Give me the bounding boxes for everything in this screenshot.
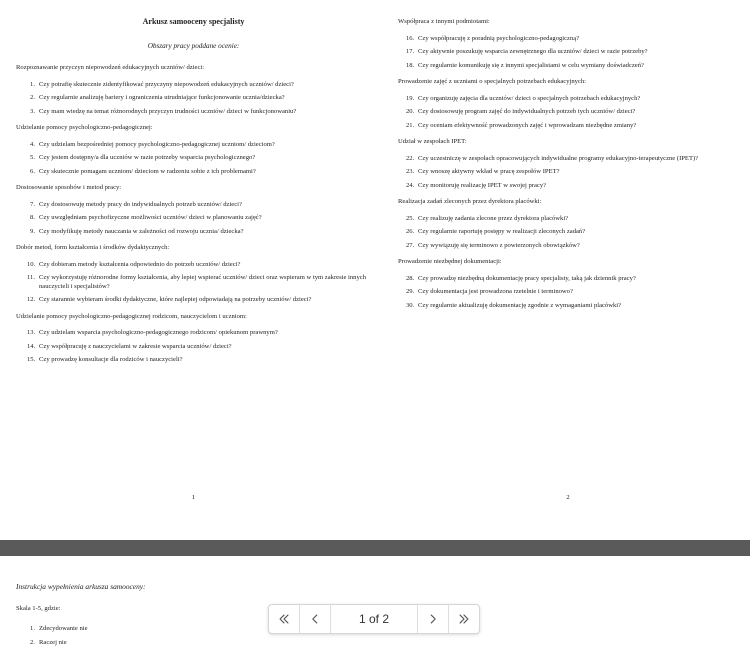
question-item xyxy=(406,228,738,237)
question-section xyxy=(398,78,738,130)
question-number: 13. xyxy=(27,329,36,336)
question-list xyxy=(398,155,738,191)
question-item xyxy=(406,182,738,191)
question-text: Czy udzielam wsparcia psychologiczno-pedagogicznego rodzicom/ opiekunom prawnym? xyxy=(39,329,278,336)
chevron-right-icon xyxy=(426,612,440,626)
right-sections xyxy=(398,18,738,310)
document-title: Arkusz samooceny specjalisty xyxy=(142,17,245,26)
question-list xyxy=(16,261,371,305)
question-number: 27. xyxy=(406,241,415,249)
question-item xyxy=(406,215,738,224)
question-number: 1. xyxy=(30,80,35,88)
question-text: Czy oceniam efektywność prowadzonych zajęć i wprowadzam niezbędne zmiany? xyxy=(418,121,637,129)
scale-item xyxy=(27,639,416,648)
scale-item-number: 2. xyxy=(30,638,35,646)
question-item xyxy=(27,356,371,365)
question-text: Czy mam wiedzę na temat różnorodnych przyczyn trudności uczniów/ dzieci w funkcjonowaniu? xyxy=(39,107,297,115)
question-text: Czy dokumentacja jest prowadzona rzetelnie i terminowo? xyxy=(418,288,573,295)
question-section xyxy=(16,313,371,365)
instructions-title: Instrukcja wypełnienia arkusza samooceny: xyxy=(16,582,146,591)
question-number: 10. xyxy=(27,260,36,268)
question-number: 23. xyxy=(406,168,415,175)
question-text: Czy starannie wybieram środki dydaktyczne, które najlepiej odpowiadają na potrzeby uczniów/ dzieci? xyxy=(39,296,312,303)
question-item xyxy=(406,242,738,251)
chevron-left-icon xyxy=(308,612,322,626)
question-number: 3. xyxy=(30,107,35,115)
question-list xyxy=(16,329,371,365)
scale-item-number: 1. xyxy=(30,625,35,632)
question-text: Czy modyfikuję metody nauczania w zależności od rozwoju ucznia/ dziecka? xyxy=(39,227,244,235)
question-list xyxy=(16,201,371,237)
question-section xyxy=(16,184,371,236)
question-text: Czy realizuję zadania zlecone przez dyrektora placówki? xyxy=(418,214,569,222)
question-number: 26. xyxy=(406,228,415,235)
question-text: Czy wykorzystuję różnorodne formy kształcenia, aby lepiej wspierać uczniów/ dzieci oraz wspieram w tym zakresie innych nauczycieli i specjalistów? xyxy=(39,274,367,290)
question-section xyxy=(398,18,738,70)
question-item xyxy=(27,168,371,177)
question-text: Czy wywiązuję się terminowo z powierzonych obowiązków? xyxy=(418,241,580,249)
question-text: Czy dostosowuję program zajęć do indywidualnych potrzeb tych uczniów/ dzieci? xyxy=(418,108,636,115)
question-number: 18. xyxy=(406,61,415,69)
question-text: Czy regularnie aktualizuję dokumentację zgodnie z wymaganiami placówki? xyxy=(418,301,622,309)
page-divider xyxy=(0,540,750,556)
question-text: Czy prowadzę niezbędną dokumentację pracy specjalisty, taką jak dziennik pracy? xyxy=(418,274,636,282)
question-number: 11. xyxy=(27,274,35,281)
question-list xyxy=(16,81,371,117)
question-text: Czy regularnie analizuję bariery i ograniczenia utrudniające funkcjonowanie ucznia/dziecka? xyxy=(39,94,285,101)
document-page-2 xyxy=(398,0,738,540)
scale-item-text: Raczej nie xyxy=(39,638,67,646)
question-text: Czy udzielam bezpośredniej pomocy psychologiczno-pedagogicznej uczniom/ dzieciom? xyxy=(39,140,275,148)
page-navigation xyxy=(268,604,480,634)
question-section xyxy=(398,258,738,310)
question-section xyxy=(16,124,371,176)
double-chevron-right-icon xyxy=(457,612,471,626)
question-text: Czy dobieram metody kształcenia odpowiednio do potrzeb uczniów/ dzieci? xyxy=(39,260,241,268)
question-item xyxy=(27,94,371,103)
question-text: Czy dostosowuję metody pracy do indywidualnych potrzeb uczniów/ dzieci? xyxy=(39,200,242,208)
page-number-1: 1 xyxy=(191,494,196,501)
section-heading: Udział w zespołach IPET: xyxy=(398,138,467,145)
section-heading: Udzielanie pomocy psychologiczno-pedagogicznej rodzicom, nauczycielom i uczniom: xyxy=(16,312,247,320)
section-heading: Udzielanie pomocy psychologiczno-pedagogicznej: xyxy=(16,124,153,131)
question-item xyxy=(406,35,738,44)
question-item xyxy=(27,154,371,163)
question-item xyxy=(27,228,371,237)
question-text: Czy współpracuję z nauczycielami w zakresie wsparcia uczniów/ dzieci? xyxy=(39,342,232,350)
document-page-1 xyxy=(16,0,371,540)
question-text: Czy organizuję zajęcia dla uczniów/ dzieci o specjalnych potrzebach edukacyjnych? xyxy=(418,94,641,102)
question-item xyxy=(27,81,371,90)
question-text: Czy regularnie raportuję postępy w realizacji zleconych zadań? xyxy=(418,228,586,235)
question-number: 14. xyxy=(27,342,36,350)
question-number: 7. xyxy=(30,200,35,208)
last-page-button[interactable] xyxy=(448,605,479,633)
question-item xyxy=(27,274,371,291)
question-number: 5. xyxy=(30,154,35,161)
question-number: 15. xyxy=(27,356,36,363)
next-page-button[interactable] xyxy=(417,605,448,633)
page-number-2: 2 xyxy=(566,494,570,501)
question-item xyxy=(406,288,738,297)
question-item xyxy=(406,302,738,311)
question-text: Czy monitoruję realizację IPET w swojej pracy? xyxy=(418,181,547,189)
section-heading: Dostosowanie sposobów i metod pracy: xyxy=(16,184,122,191)
question-item xyxy=(406,62,738,71)
question-number: 4. xyxy=(30,140,35,148)
question-number: 22. xyxy=(406,154,415,162)
question-number: 24. xyxy=(406,181,415,189)
question-list xyxy=(398,275,738,311)
question-item xyxy=(27,329,371,338)
question-text: Czy współpracuję z poradnią psychologiczno-pedagogiczną? xyxy=(418,34,580,42)
question-number: 30. xyxy=(406,301,415,309)
previous-page-button[interactable] xyxy=(300,605,331,633)
question-text: Czy aktywnie poszukuję wsparcia zewnętrznego dla uczniów/ dzieci w razie potrzeby? xyxy=(418,48,648,55)
question-number: 8. xyxy=(30,214,35,221)
question-list xyxy=(16,141,371,177)
question-number: 25. xyxy=(406,214,415,222)
section-heading: Prowadzenie niezbędnej dokumentacji: xyxy=(398,258,502,265)
question-list xyxy=(398,95,738,131)
question-section xyxy=(16,64,371,116)
section-heading: Prowadzenie zajęć z uczniami o specjalnych potrzebach edukacyjnych: xyxy=(398,78,587,85)
left-sections xyxy=(16,64,371,365)
document-subtitle: Obszary pracy poddane ocenie: xyxy=(147,41,240,50)
question-section xyxy=(398,198,738,250)
question-item xyxy=(27,141,371,150)
question-number: 9. xyxy=(30,227,35,235)
page-indicator: 1 of 2 xyxy=(358,612,390,626)
question-item xyxy=(27,296,371,305)
question-item xyxy=(406,108,738,117)
question-text: Czy regularnie komunikuję się z innymi specjalistami w celu wymiany doświadczeń? xyxy=(418,61,644,69)
scale-label: Skala 1-5, gdzie: xyxy=(16,604,61,612)
question-item xyxy=(406,48,738,57)
question-section xyxy=(16,244,371,305)
question-item xyxy=(27,108,371,117)
question-item xyxy=(406,168,738,177)
question-text: Czy uwzględniam psychofizyczne możliwości uczniów/ dzieci w planowaniu zajęć? xyxy=(39,214,262,221)
question-section xyxy=(398,138,738,190)
question-item xyxy=(27,261,371,270)
section-heading: Realizacja zadań zleconych przez dyrektora placówki: xyxy=(398,198,542,205)
question-number: 17. xyxy=(406,48,415,55)
section-heading: Dobór metod, form kształcenia i środków dydaktycznych: xyxy=(16,244,170,251)
question-number: 20. xyxy=(406,108,415,115)
question-number: 2. xyxy=(30,94,35,101)
double-chevron-left-icon xyxy=(277,612,291,626)
question-number: 28. xyxy=(406,274,415,282)
first-page-button[interactable] xyxy=(269,605,300,633)
question-item xyxy=(27,201,371,210)
question-text: Czy wnoszę aktywny wkład w pracę zespołów IPET? xyxy=(418,168,560,175)
question-text: Czy prowadzę konsultacje dla rodziców i nauczycieli? xyxy=(39,356,183,363)
question-number: 6. xyxy=(30,167,35,175)
question-number: 12. xyxy=(27,296,36,303)
question-text: Czy potrafię skutecznie zidentyfikować przyczyny niepowodzeń edukacyjnych uczniów/ dzieci? xyxy=(39,80,294,88)
scale-item-text: Zdecydowanie nie xyxy=(39,625,88,632)
question-number: 21. xyxy=(406,121,415,129)
question-item xyxy=(27,343,371,352)
question-list xyxy=(398,215,738,251)
question-item xyxy=(406,275,738,284)
question-text: Czy uczestniczę w zespołach opracowujących indywidualne programy edukacyjno-terapeutyczne (IPET)? xyxy=(418,154,699,162)
question-item xyxy=(406,122,738,131)
question-text: Czy skutecznie pomagam uczniom/ dzieciom w radzeniu sobie z ich problemami? xyxy=(39,167,256,175)
question-number: 19. xyxy=(406,94,415,102)
section-heading: Rozpoznawanie przyczyn niepowodzeń edukacyjnych uczniów/ dzieci: xyxy=(16,64,205,71)
question-text: Czy jestem dostępny/a dla uczniów w razie potrzeby wsparcia psychologicznego? xyxy=(39,154,256,161)
question-item xyxy=(406,155,738,164)
question-item xyxy=(406,95,738,104)
section-heading: Współpraca z innymi podmiotami: xyxy=(398,18,490,25)
question-number: 29. xyxy=(406,288,415,295)
question-item xyxy=(27,214,371,223)
question-list xyxy=(398,35,738,71)
question-number: 16. xyxy=(406,34,415,42)
